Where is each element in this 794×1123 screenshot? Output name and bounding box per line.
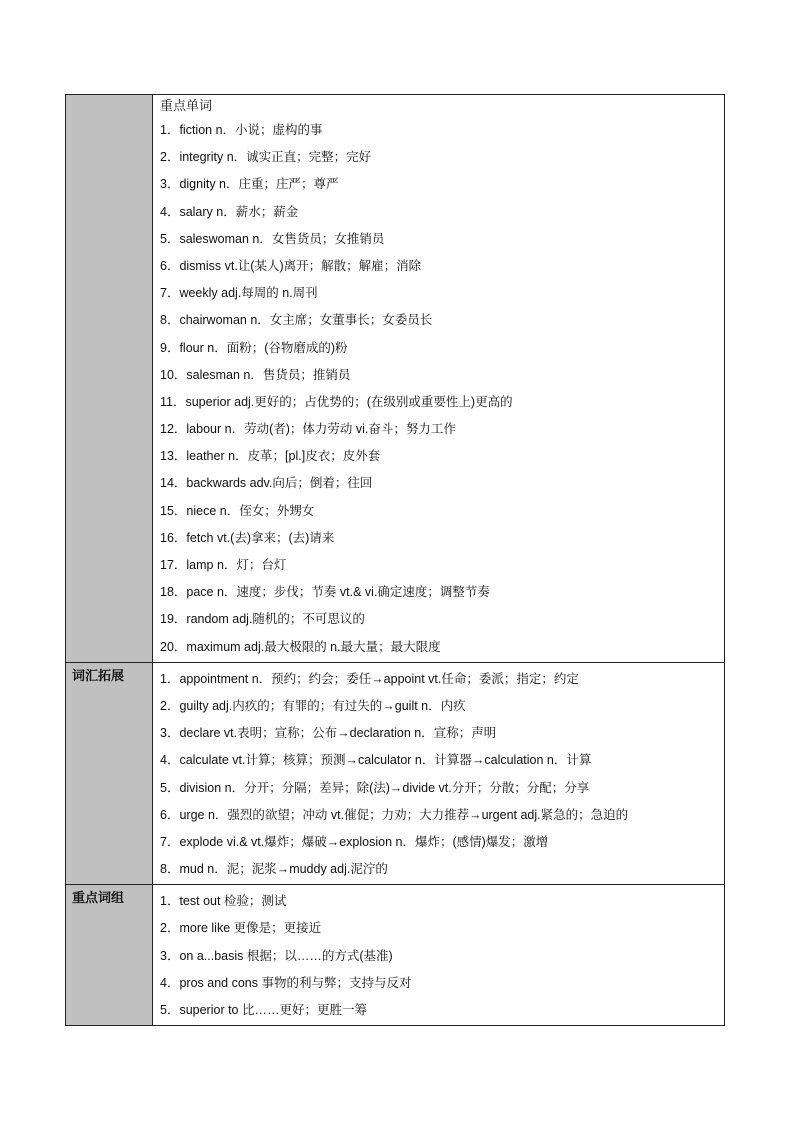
vocab-item-text: fiction n．小说；虚构的事	[179, 123, 323, 137]
section-content-cell	[153, 662, 725, 885]
vocab-item	[160, 746, 724, 773]
vocab-item	[160, 198, 724, 225]
vocab-item	[160, 665, 724, 692]
vocab-item-number: 13．	[160, 449, 187, 464]
vocab-item-number: 3．	[160, 726, 180, 741]
vocab-item-text: superior adj.更好的；占优势的；(在级别或重要性上)更高的	[185, 394, 513, 409]
vocab-item-text: guilty adj.内疚的；有罪的；有过失的→guilt n．内疚	[179, 698, 466, 713]
vocab-item-number: 18．	[160, 585, 187, 600]
vocab-item-text: integrity n．诚实正直；完整；完好	[179, 150, 372, 165]
vocab-item-number: 1．	[160, 671, 180, 686]
vocab-item-text: backwards adv.向后；倒着；往回	[186, 476, 373, 491]
vocab-item-text: lamp n．灯；台灯	[186, 558, 287, 572]
vocab-item	[160, 887, 724, 914]
vocab-item-text: division n．分开；分隔；差异；除(法)→divide vt.分开；分散；分配；分享	[179, 780, 590, 795]
vocab-item-number: 3．	[160, 948, 180, 963]
vocab-item-text: fetch vt.(去)拿来；(去)请来	[186, 530, 335, 545]
vocab-item	[160, 855, 724, 882]
vocab-item-text: maximum adj.最大极限的 n.最大量；最大限度	[186, 639, 441, 654]
vocab-item-text: dismiss vt.让(某人)离开；解散；解雇；消除	[179, 258, 422, 273]
section-row	[66, 885, 725, 1026]
vocab-item-number: 15．	[160, 503, 187, 518]
vocab-item-number: 19．	[160, 612, 187, 627]
vocab-item	[160, 633, 724, 660]
vocab-item	[160, 252, 724, 279]
vocab-item-number: 8．	[160, 862, 180, 877]
vocab-item-number: 6．	[160, 807, 180, 822]
vocab-item	[160, 306, 724, 333]
section-label: 词汇拓展	[72, 668, 125, 684]
vocab-item	[160, 551, 724, 578]
vocab-item-number: 11．	[160, 394, 186, 409]
vocab-item-number: 12．	[160, 422, 187, 437]
vocab-item-text: calculate vt.计算；核算；预测→calculator n．计算器→calculation n．计算	[179, 753, 592, 768]
vocab-item-text: flour n．面粉；(谷物磨成的)粉	[179, 340, 348, 355]
vocab-item-number: 2．	[160, 921, 180, 936]
section-label	[66, 95, 152, 99]
vocab-item-number: 2．	[160, 150, 180, 165]
vocab-item-text: appointment n．预约；约会；委任→appoint vt.任命；委派；指定；约定	[179, 671, 579, 686]
vocab-item-number: 4．	[160, 204, 180, 219]
vocab-item-number: 4．	[160, 753, 180, 768]
vocab-item	[160, 605, 724, 632]
vocab-item	[160, 442, 724, 469]
section-label-cell	[66, 885, 153, 1026]
vocab-item	[160, 914, 724, 941]
vocab-item-number: 7．	[160, 834, 180, 849]
vocab-item-number: 6．	[160, 258, 180, 273]
vocab-item-text: on a...basis 根据；以……的方式(基准)	[179, 948, 393, 963]
vocabulary-table-body	[66, 95, 725, 1026]
vocab-item-text: mud n．泥；泥浆→muddy adj.泥泞的	[179, 862, 388, 877]
section-label-cell	[66, 95, 153, 663]
vocab-item-number: 9．	[160, 340, 180, 355]
vocab-item-number: 3．	[160, 177, 180, 192]
vocab-item-number: 16．	[160, 530, 187, 545]
vocab-item-text: superior to 比……更好；更胜一筹	[179, 1003, 367, 1017]
section-title: 重点单词	[160, 99, 213, 114]
section-content-cell	[153, 95, 725, 663]
section-label: 重点词组	[72, 891, 125, 907]
vocab-item-number: 1．	[160, 123, 180, 137]
vocab-item	[160, 279, 724, 306]
vocab-item-number: 5．	[160, 780, 180, 795]
vocab-item	[160, 828, 724, 855]
vocab-item	[160, 692, 724, 719]
vocab-item-text: random adj.随机的；不可思议的	[186, 612, 365, 627]
vocabulary-table	[65, 94, 725, 1026]
vocab-item-text: pace n．速度；步伐；节奏 vt.& vi.确定速度；调整节奏	[186, 585, 490, 600]
vocab-item-number: 5．	[160, 1003, 180, 1017]
vocab-item-number: 1．	[160, 894, 180, 909]
vocab-item	[160, 942, 724, 969]
vocab-item-text: salary n．薪水；薪金	[179, 204, 299, 219]
vocab-item	[160, 469, 724, 496]
vocab-item	[160, 225, 724, 252]
vocab-item	[160, 334, 724, 361]
vocab-item-number: 17．	[160, 558, 187, 572]
vocab-item-number: 14．	[160, 476, 187, 491]
vocab-item-text: labour n．劳动(者)；体力劳动 vi.奋斗；努力工作	[186, 422, 456, 437]
vocab-item-text: chairwoman n．女主席；女董事长；女委员长	[179, 313, 433, 328]
vocab-item	[160, 116, 724, 143]
vocab-item-text: more like 更像是；更接近	[179, 921, 322, 936]
vocab-item-text: urge n．强烈的欲望；冲动 vt.催促；力劝；大力推荐→urgent adj.紧急的；急迫的	[179, 807, 629, 822]
vocab-item	[160, 969, 724, 996]
vocab-item-text: weekly adj.每周的 n.周刊	[179, 286, 318, 301]
vocab-item-text: dignity n．庄重；庄严；尊严	[179, 177, 339, 192]
vocab-item-text: pros and cons 事物的利与弊；支持与反对	[179, 975, 412, 990]
vocab-item	[160, 719, 724, 746]
vocab-item-number: 5．	[160, 231, 180, 246]
vocab-item-text: declare vt.表明；宣称；公布→declaration n．宣称；声明	[179, 726, 497, 741]
vocab-item	[160, 578, 724, 605]
section-content-cell	[153, 885, 725, 1026]
vocab-item	[160, 415, 724, 442]
vocab-item-text: salesman n．售货员；推销员	[186, 367, 351, 382]
vocab-item-number: 8．	[160, 313, 180, 328]
vocab-item	[160, 388, 724, 415]
vocab-item-text: niece n．侄女；外甥女	[186, 503, 315, 518]
vocab-item	[160, 170, 724, 197]
vocab-item	[160, 996, 724, 1023]
vocab-item-text: leather n．皮革；[pl.]皮衣；皮外套	[186, 449, 381, 464]
vocab-item-number: 7．	[160, 286, 180, 301]
vocab-item	[160, 497, 724, 524]
vocab-item-text: test out 检验；测试	[179, 894, 287, 909]
vocab-item	[160, 143, 724, 170]
section-row	[66, 95, 725, 663]
vocab-item	[160, 774, 724, 801]
vocab-item-number: 4．	[160, 975, 180, 990]
vocab-item-number: 20．	[160, 639, 187, 654]
vocab-item-text: explode vi.& vt.爆炸；爆破→explosion n．爆炸；(感情)爆发；激增	[179, 834, 549, 849]
vocab-item-number: 2．	[160, 698, 180, 713]
vocab-item	[160, 524, 724, 551]
vocab-item	[160, 801, 724, 828]
vocab-item-text: saleswoman n．女售货员；女推销员	[179, 231, 385, 246]
section-row	[66, 662, 725, 885]
vocab-item-number: 10．	[160, 367, 187, 382]
section-label-cell	[66, 662, 153, 885]
vocab-item	[160, 361, 724, 388]
